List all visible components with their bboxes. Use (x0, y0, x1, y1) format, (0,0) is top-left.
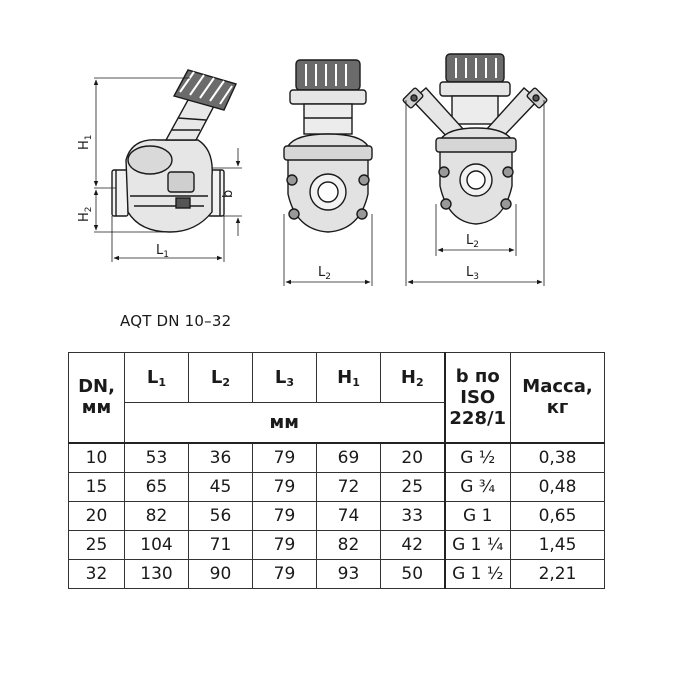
header-unit-mm: мм (125, 403, 445, 443)
front-view (284, 60, 372, 232)
header-h1: $H_1$ (317, 353, 381, 403)
cell-dn: 15 (69, 472, 125, 501)
cell-mass: 1,45 (511, 530, 605, 559)
header-mass: Масса, кг (511, 353, 605, 443)
cell-dn: 20 (69, 501, 125, 530)
cell-h1: 69 (317, 443, 381, 473)
header-l2: $L_2$ (189, 353, 253, 403)
table-row (69, 559, 605, 588)
header-b-iso: b по ISO 228/1 (445, 353, 511, 443)
label-l1: $L_1$ (156, 243, 169, 260)
front-view-with-fittings (402, 54, 547, 224)
cell-h2: 42 (381, 530, 445, 559)
label-h2: $H_2$ (77, 206, 94, 222)
cell-l3: 79 (253, 559, 317, 588)
table-row (69, 501, 605, 530)
label-b: b (221, 189, 236, 198)
cell-h2: 33 (381, 501, 445, 530)
cell-h1: 74 (317, 501, 381, 530)
cell-l1: 130 (125, 559, 189, 588)
header-h2: $H_2$ (381, 353, 445, 403)
cell-l1: 82 (125, 501, 189, 530)
header-dn: DN, мм (69, 353, 125, 443)
table-row (69, 443, 605, 473)
cell-l1: 104 (125, 530, 189, 559)
cell-b: G 1 ½ (445, 559, 511, 588)
cell-l2: 36 (189, 443, 253, 473)
cell-h1: 72 (317, 472, 381, 501)
cell-h2: 25 (381, 472, 445, 501)
header-l1: $L_1$ (125, 353, 189, 403)
cell-dn: 10 (69, 443, 125, 473)
label-h1: $H_1$ (77, 134, 94, 150)
cell-dn: 32 (69, 559, 125, 588)
cell-b: G 1 (445, 501, 511, 530)
label-l2-fittings: $L_2$ (466, 233, 479, 250)
cell-l1: 53 (125, 443, 189, 473)
label-l2-front: $L_2$ (318, 265, 331, 282)
label-l3: $L_3$ (466, 265, 479, 282)
table-row (69, 530, 605, 559)
cell-l3: 79 (253, 443, 317, 473)
cell-mass: 0,65 (511, 501, 605, 530)
cell-mass: 0,48 (511, 472, 605, 501)
cell-l3: 79 (253, 530, 317, 559)
header-l3: $L_3$ (253, 353, 317, 403)
cell-l2: 56 (189, 501, 253, 530)
cell-b: G ¾ (445, 472, 511, 501)
valve-technical-drawing (0, 0, 700, 300)
cell-h1: 82 (317, 530, 381, 559)
cell-l2: 71 (189, 530, 253, 559)
cell-l1: 65 (125, 472, 189, 501)
cell-mass: 0,38 (511, 443, 605, 473)
dimensions-table (68, 352, 605, 589)
cell-b: G 1 ¼ (445, 530, 511, 559)
cell-dn: 25 (69, 530, 125, 559)
cell-b: G ½ (445, 443, 511, 473)
cell-l3: 79 (253, 472, 317, 501)
cell-h2: 50 (381, 559, 445, 588)
cell-l2: 90 (189, 559, 253, 588)
model-caption: AQT DN 10–32 (120, 312, 232, 330)
cell-mass: 2,21 (511, 559, 605, 588)
cell-h1: 93 (317, 559, 381, 588)
table-row (69, 472, 605, 501)
cell-l3: 79 (253, 501, 317, 530)
cell-l2: 45 (189, 472, 253, 501)
side-view (112, 70, 236, 232)
cell-h2: 20 (381, 443, 445, 473)
